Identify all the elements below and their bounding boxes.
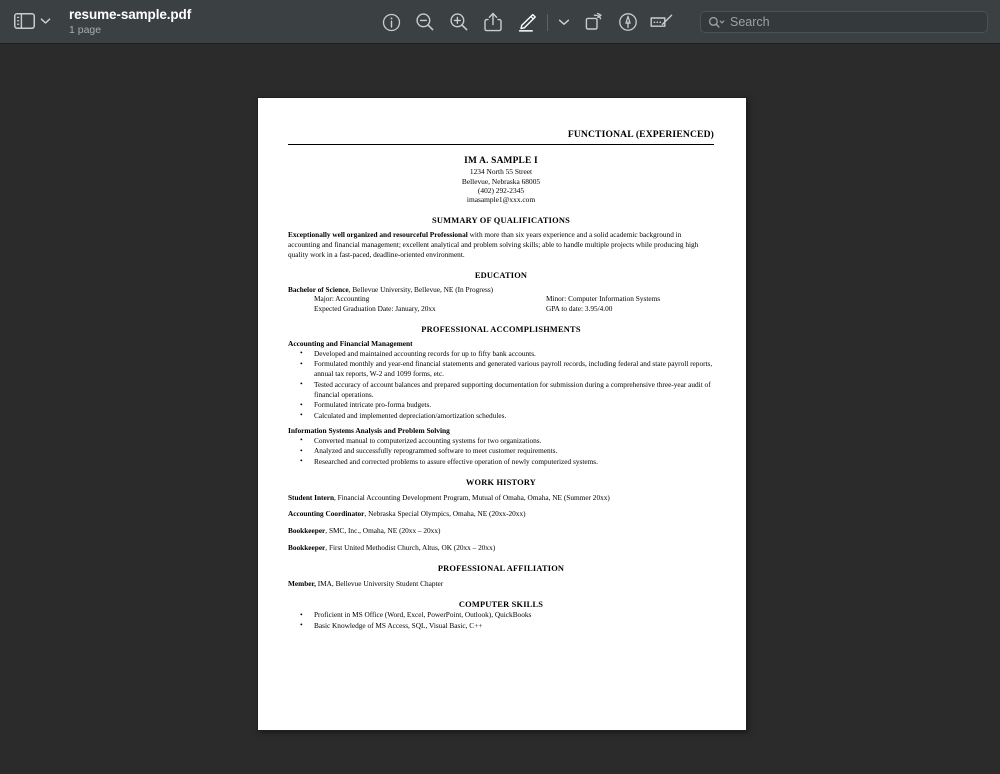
- job-detail: , SMC, Inc., Omaha, NE (20xx – 20xx): [325, 526, 441, 536]
- work-history-item: [288, 493, 714, 503]
- work-history-item: [288, 509, 714, 519]
- section-title-affiliation: PROFESSIONAL AFFILIATION: [437, 564, 565, 574]
- accomplishments-group-1-list: [288, 349, 714, 421]
- sidebar-chevron-down-icon[interactable]: [40, 17, 51, 25]
- document-canvas[interactable]: [0, 44, 1000, 774]
- list-item: • Proficient in MS Office (Word, Excel, PowerPoint, Outlook), QuickBooks: [288, 610, 714, 620]
- education-school: , Bellevue University, Bellevue, NE (In Progress): [348, 284, 494, 294]
- list-item: • Formulated intricate pro-forma budgets.: [288, 400, 714, 410]
- rotate-icon[interactable]: [577, 7, 611, 37]
- job-detail: , Financial Accounting Development Program, Mutual of Omaha, Omaha, NE (Summer 20xx): [334, 492, 610, 502]
- list-item: • Researched and corrected problems to assure effective operation of newly computerized systems.: [288, 457, 714, 467]
- search-icon[interactable]: [708, 16, 726, 29]
- resume-header-title: FUNCTIONAL (EXPERIENCED): [567, 129, 714, 140]
- computer-skills-list: [288, 610, 714, 630]
- section-title-computer-skills: COMPUTER SKILLS: [458, 600, 544, 610]
- job-role: Student Intern: [288, 492, 335, 502]
- education-minor: Minor: Computer Information Systems: [546, 294, 661, 304]
- toolbar: [0, 0, 1000, 44]
- list-item: • Tested accuracy of account balances and prepared supporting documentation for submission during a comprehensive three-year audit of financial operations.: [288, 380, 714, 400]
- header-rule: [288, 144, 714, 145]
- address-street: 1234 North 55 Street: [469, 167, 533, 177]
- education-degree-line: [288, 285, 714, 295]
- document-title-block: [69, 7, 191, 36]
- job-role: Bookkeeper: [288, 543, 326, 553]
- toolbar-left-group: [0, 7, 191, 36]
- toolbar-divider: [547, 14, 548, 31]
- affiliation-item: [288, 579, 714, 589]
- toolbar-right-group: [700, 0, 988, 44]
- work-history-item: [288, 526, 714, 536]
- markup-pen-icon[interactable]: [510, 7, 544, 37]
- job-role: Accounting Coordinator: [288, 509, 365, 519]
- list-item: • Calculated and implemented depreciation/amortization schedules.: [288, 411, 714, 421]
- section-title-accomplishments: PROFESSIONAL ACCOMPLISHMENTS: [421, 324, 581, 334]
- markup-chevron-down-icon[interactable]: [551, 7, 577, 37]
- page-count-label: 1 page: [69, 23, 102, 36]
- section-title-education: EDUCATION: [474, 270, 528, 280]
- education-row-2: [288, 304, 714, 314]
- sign-icon[interactable]: [645, 7, 679, 37]
- zoom-out-icon[interactable]: [408, 7, 442, 37]
- accomplishments-group-1-subhead: Accounting and Financial Management: [288, 338, 413, 348]
- list-item: • Developed and maintained accounting records for up to fifty bank accounts.: [288, 349, 714, 359]
- share-icon[interactable]: [476, 7, 510, 37]
- annotate-icon[interactable]: [611, 7, 645, 37]
- list-item: • Analyzed and successfully reprogrammed software to meet customer requirements.: [288, 446, 714, 456]
- address-phone: (402) 292-2345: [477, 185, 525, 195]
- search-input[interactable]: [700, 11, 988, 33]
- education-degree: Bachelor of Science: [288, 284, 349, 294]
- document-title: resume-sample.pdf: [69, 7, 192, 23]
- work-history-item: [288, 543, 714, 553]
- education-major: Major: Accounting: [314, 294, 370, 304]
- summary-paragraph: [288, 230, 714, 260]
- affiliation-role: Member,: [288, 579, 316, 589]
- list-item: • Converted manual to computerized accounting systems for two organizations.: [288, 436, 714, 446]
- sidebar-icon: [14, 13, 35, 29]
- sidebar-toggle-button[interactable]: [14, 13, 51, 29]
- accomplishments-group-2-list: [288, 436, 714, 467]
- summary-lead: Exceptionally well organized and resourceful Professional: [288, 229, 468, 239]
- list-item: • Formulated monthly and year-end financial statements and generated various payroll records, including federal and state payroll reports, annual tax reports, W-2 and 1099 forms, etc.: [288, 359, 714, 379]
- applicant-name: IM A. SAMPLE I: [464, 156, 538, 166]
- pdf-page-1[interactable]: [258, 98, 746, 730]
- education-row-1: [288, 294, 714, 304]
- education-graduation-date: Expected Graduation Date: January, 20xx: [314, 304, 436, 314]
- search-placeholder: Search: [730, 15, 770, 29]
- job-detail: , Nebraska Special Olympics, Omaha, NE (20xx-20xx): [364, 509, 526, 519]
- resume-header-row: [288, 124, 714, 142]
- list-item: • Basic Knowledge of MS Access, SQL, Visual Basic, C++: [288, 621, 714, 631]
- accomplishments-group-2-subhead: Information Systems Analysis and Problem Solving: [288, 425, 450, 435]
- education-gpa: GPA to date: 3.95/4.00: [546, 304, 613, 314]
- info-icon[interactable]: [374, 7, 408, 37]
- job-detail: , First United Methodist Church, Altus, OK (20xx – 20xx): [325, 543, 496, 553]
- summary-body: with more than six years experience and a solid academic background in accounting and financial management; excellent analytical and problem solving skills; able to handle multiple projects while producing high quality work in a fast-paced, deadline-oriented environment.: [288, 229, 699, 259]
- zoom-in-icon[interactable]: [442, 7, 476, 37]
- address-city: Bellevue, Nebraska 68005: [461, 176, 541, 186]
- job-role: Bookkeeper: [288, 526, 326, 536]
- affiliation-detail: IMA, Bellevue University Student Chapter: [315, 579, 444, 589]
- contact-block: [288, 155, 714, 205]
- toolbar-tools-group: [374, 0, 679, 44]
- section-title-summary: SUMMARY OF QUALIFICATIONS: [432, 215, 570, 225]
- address-email: imasample1@xxx.com: [466, 195, 536, 205]
- section-title-work-history: WORK HISTORY: [465, 477, 537, 487]
